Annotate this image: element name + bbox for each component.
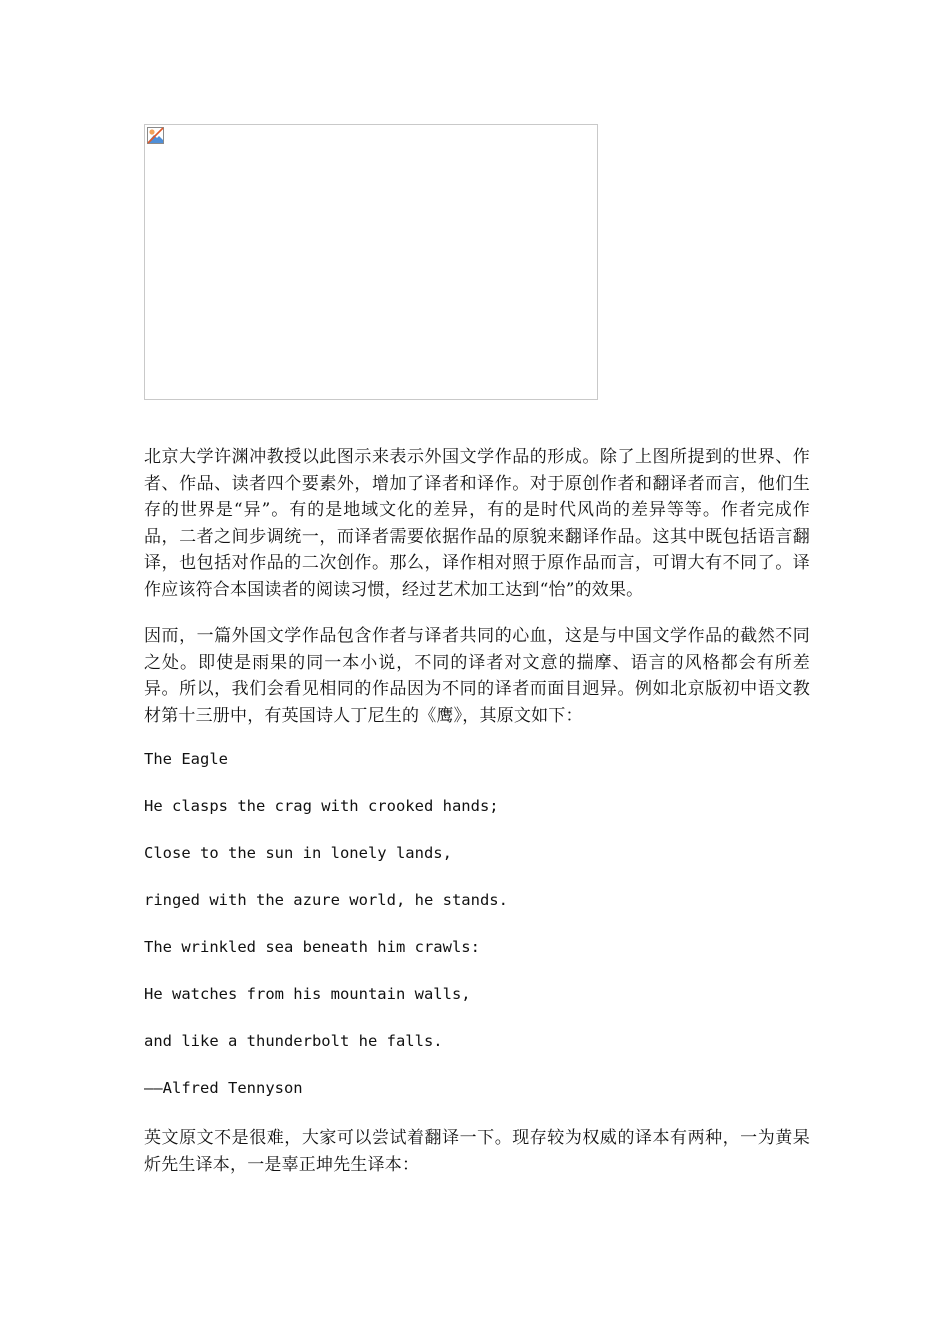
intro-paragraph: 北京大学许渊冲教授以此图示来表示外国文学作品的形成。除了上图所提到的世界、作者、作品、读者四个要素外，增加了译者和译作。对于原创作者和翻译者而言，他们生存的世界是“异”。有的是地域文化的差异，有的是时代风尚的差异等等。作者完成作品，二者之间步调统一，而译者需要依据作品的原貌来翻译作品。这其中既包括语言翻译，也包括对作品的二次创作。那么，译作相对照于原作品而言，可谓大有不同了。译作应该符合本国读者的阅读习惯，经过艺术加工达到“怡”的效果。 [144, 447, 810, 600]
poem-line: and like a thunderbolt he falls. [144, 1032, 443, 1050]
poem-line: He clasps the crag with crooked hands; [144, 797, 499, 815]
poem-line: ringed with the azure world, he stands. [144, 891, 508, 909]
broken-image-icon [147, 127, 164, 144]
poem-line: Close to the sun in lonely lands, [144, 844, 452, 862]
poem-author: ——Alfred Tennyson [144, 1079, 303, 1097]
poem-block [144, 749, 810, 1099]
poem-line: He watches from his mountain walls, [144, 985, 471, 1003]
context-paragraph: 因而，一篇外国文学作品包含作者与译者共同的心血，这是与中国文学作品的截然不同之处。即使是雨果的同一本小说，不同的译者对文意的揣摩、语言的风格都会有所差异。所以，我们会看见相同的作品因为不同的译者而面目迥异。例如北京版初中语文教材第十三册中，有英国诗人丁尼生的《鹰》，其原文如下： [144, 626, 810, 726]
poem-title: The Eagle [144, 750, 228, 768]
poem-line: The wrinkled sea beneath him crawls: [144, 938, 480, 956]
closing-paragraph: 英文原文不是很难，大家可以尝试着翻译一下。现存较为权威的译本有两种，一为黄杲炘先生译本，一是辜正坤先生译本： [144, 1128, 810, 1175]
article-body [144, 444, 810, 1198]
broken-image-placeholder [144, 124, 598, 400]
